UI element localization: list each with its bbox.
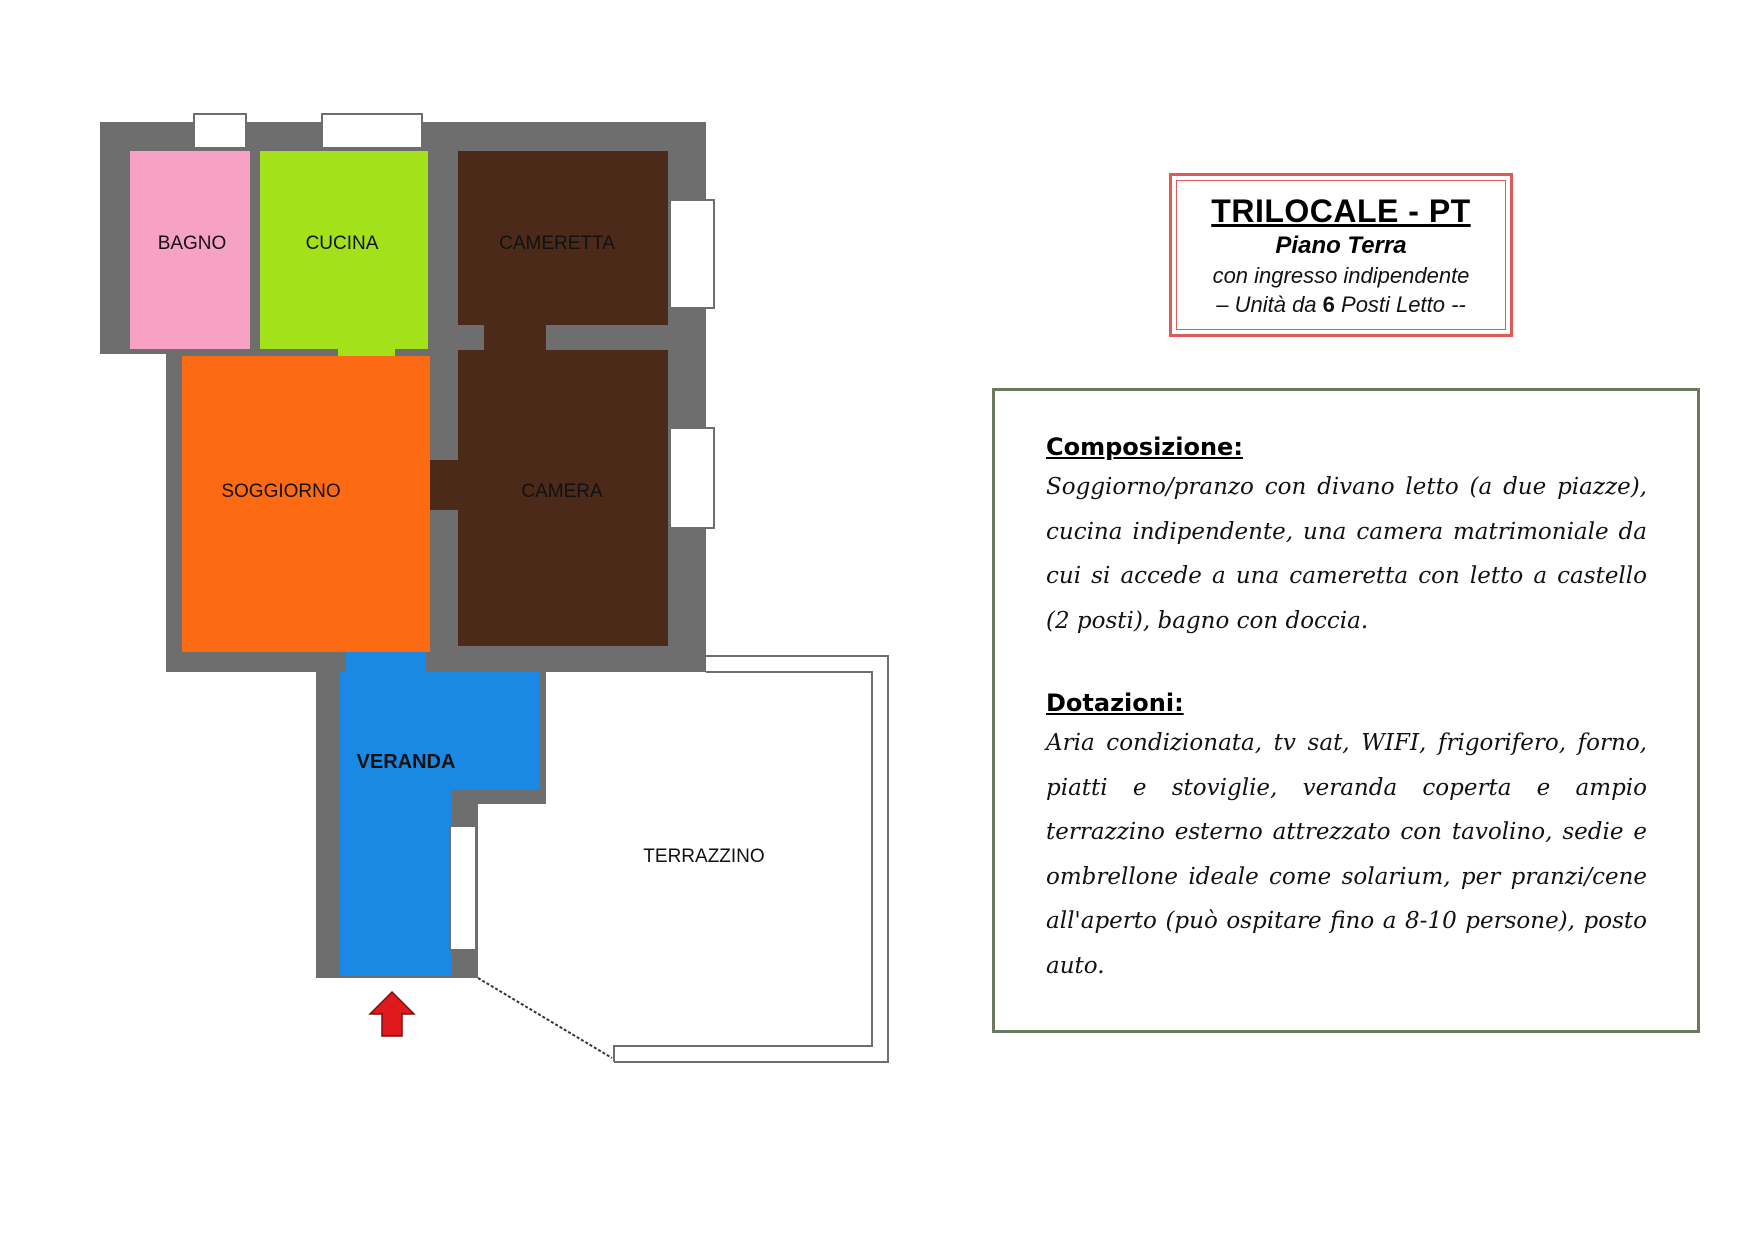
label-veranda: VERANDA [356, 751, 456, 773]
equipment-heading: Dotazioni: [1046, 689, 1184, 717]
cameretta-door-opening [484, 325, 546, 351]
title-box-inner [1176, 180, 1506, 330]
composition-text: Soggiorno/pranzo con divano letto (a due piazze), cucina indipendente, una camera matrimoniale da cui si accede a una cameretta con letto a castello (2 posti), bagno con doccia. [1046, 474, 1647, 634]
camera-door-opening [430, 460, 460, 510]
entrance-arrow-icon [370, 992, 414, 1036]
beds-note [1216, 290, 1466, 319]
terrace-gate-line [478, 978, 612, 1058]
label-soggiorno: SOGGIORNO [221, 481, 341, 502]
floor-subtitle: Piano Terra [1275, 232, 1407, 259]
label-bagno: BAGNO [157, 233, 227, 254]
floor-plan [0, 0, 960, 1120]
entrance-note: con ingresso indipendente [1212, 263, 1470, 288]
title-box [1169, 173, 1513, 337]
soggiorno-veranda-opening [346, 652, 426, 674]
label-camera: CAMERA [521, 481, 603, 502]
beds-prefix: – Unità da [1216, 292, 1323, 317]
section-spacer [1046, 643, 1647, 687]
label-cucina: CUCINA [305, 233, 379, 254]
label-terrazzino: TERRAZZINO [643, 846, 765, 867]
description-box [992, 388, 1700, 1033]
listing-title: TRILOCALE - PT [1211, 193, 1471, 229]
room-soggiorno [182, 356, 430, 652]
label-cameretta: CAMERETTA [499, 233, 615, 254]
beds-count: 6 [1322, 292, 1335, 317]
composition-heading: Composizione: [1046, 433, 1243, 461]
beds-suffix: Posti Letto -- [1334, 292, 1466, 317]
equipment-text: Aria condizionata, tv sat, WIFI, frigorifero, forno, piatti e stoviglie, veranda coperta e ampio terrazzino esterno attrezzato con tavolino, sedie e ombrellone ideale come solarium, per pranzi/cene all'aperto (può ospitare fino a 8-10 persone), posto auto. [1046, 730, 1647, 979]
room-veranda [340, 672, 540, 976]
